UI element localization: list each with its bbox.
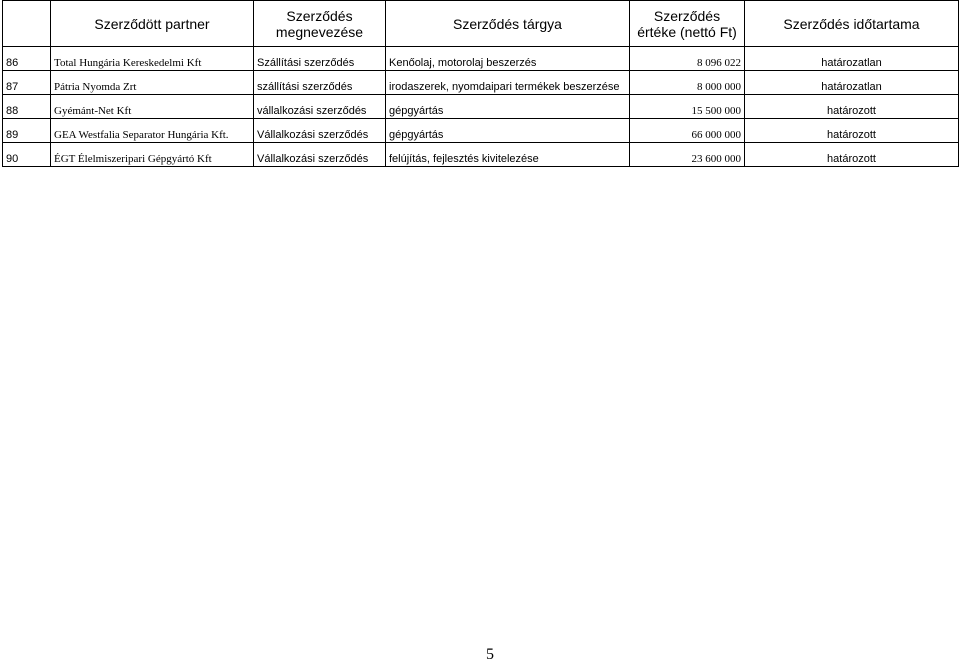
partner-cell: GEA Westfalia Separator Hungária Kft. <box>51 119 254 143</box>
contract-subject-cell: Kenőolaj, motorolaj beszerzés <box>386 47 630 71</box>
contract-value-cell: 8 000 000 <box>630 71 745 95</box>
contract-value-cell: 23 600 000 <box>630 143 745 167</box>
row-number: 86 <box>3 47 51 71</box>
table-row <box>3 95 959 119</box>
contract-duration-cell: határozott <box>745 143 959 167</box>
row-number: 89 <box>3 119 51 143</box>
row-number: 87 <box>3 71 51 95</box>
contract-subject-cell: irodaszerek, nyomdaipari termékek beszerzése <box>386 71 630 95</box>
contract-type-cell: szállítási szerződés <box>254 71 386 95</box>
header-contract-value: Szerződés értéke (nettó Ft) <box>630 1 745 47</box>
header-contract-type: Szerződés megnevezése <box>254 1 386 47</box>
contract-subject-cell: gépgyártás <box>386 119 630 143</box>
contract-subject-cell: felújítás, fejlesztés kivitelezése <box>386 143 630 167</box>
table-header-row <box>3 1 959 47</box>
contract-type-cell: Szállítási szerződés <box>254 47 386 71</box>
row-number: 90 <box>3 143 51 167</box>
partner-cell: Total Hungária Kereskedelmi Kft <box>51 47 254 71</box>
contract-duration-cell: határozott <box>745 95 959 119</box>
partner-cell: Gyémánt-Net Kft <box>51 95 254 119</box>
contract-type-cell: Vállalkozási szerződés <box>254 119 386 143</box>
contract-value-cell: 15 500 000 <box>630 95 745 119</box>
contract-duration-cell: határozatlan <box>745 71 959 95</box>
partner-cell: ÉGT Élelmiszeripari Gépgyártó Kft <box>51 143 254 167</box>
header-contract-subject: Szerződés tárgya <box>386 1 630 47</box>
contract-duration-cell: határozatlan <box>745 47 959 71</box>
partner-cell: Pátria Nyomda Zrt <box>51 71 254 95</box>
contract-subject-cell: gépgyártás <box>386 95 630 119</box>
table-row <box>3 119 959 143</box>
header-contract-duration: Szerződés időtartama <box>745 1 959 47</box>
table-row <box>3 47 959 71</box>
table-row <box>3 143 959 167</box>
table-row <box>3 71 959 95</box>
page-number: 5 <box>486 646 494 663</box>
contract-type-cell: vállalkozási szerződés <box>254 95 386 119</box>
contract-value-cell: 66 000 000 <box>630 119 745 143</box>
contract-type-cell: Vállalkozási szerződés <box>254 143 386 167</box>
contracts-table <box>2 0 959 167</box>
row-number: 88 <box>3 95 51 119</box>
contract-duration-cell: határozott <box>745 119 959 143</box>
contract-value-cell: 8 096 022 <box>630 47 745 71</box>
header-partner: Szerződött partner <box>51 1 254 47</box>
header-row-number <box>3 1 51 47</box>
